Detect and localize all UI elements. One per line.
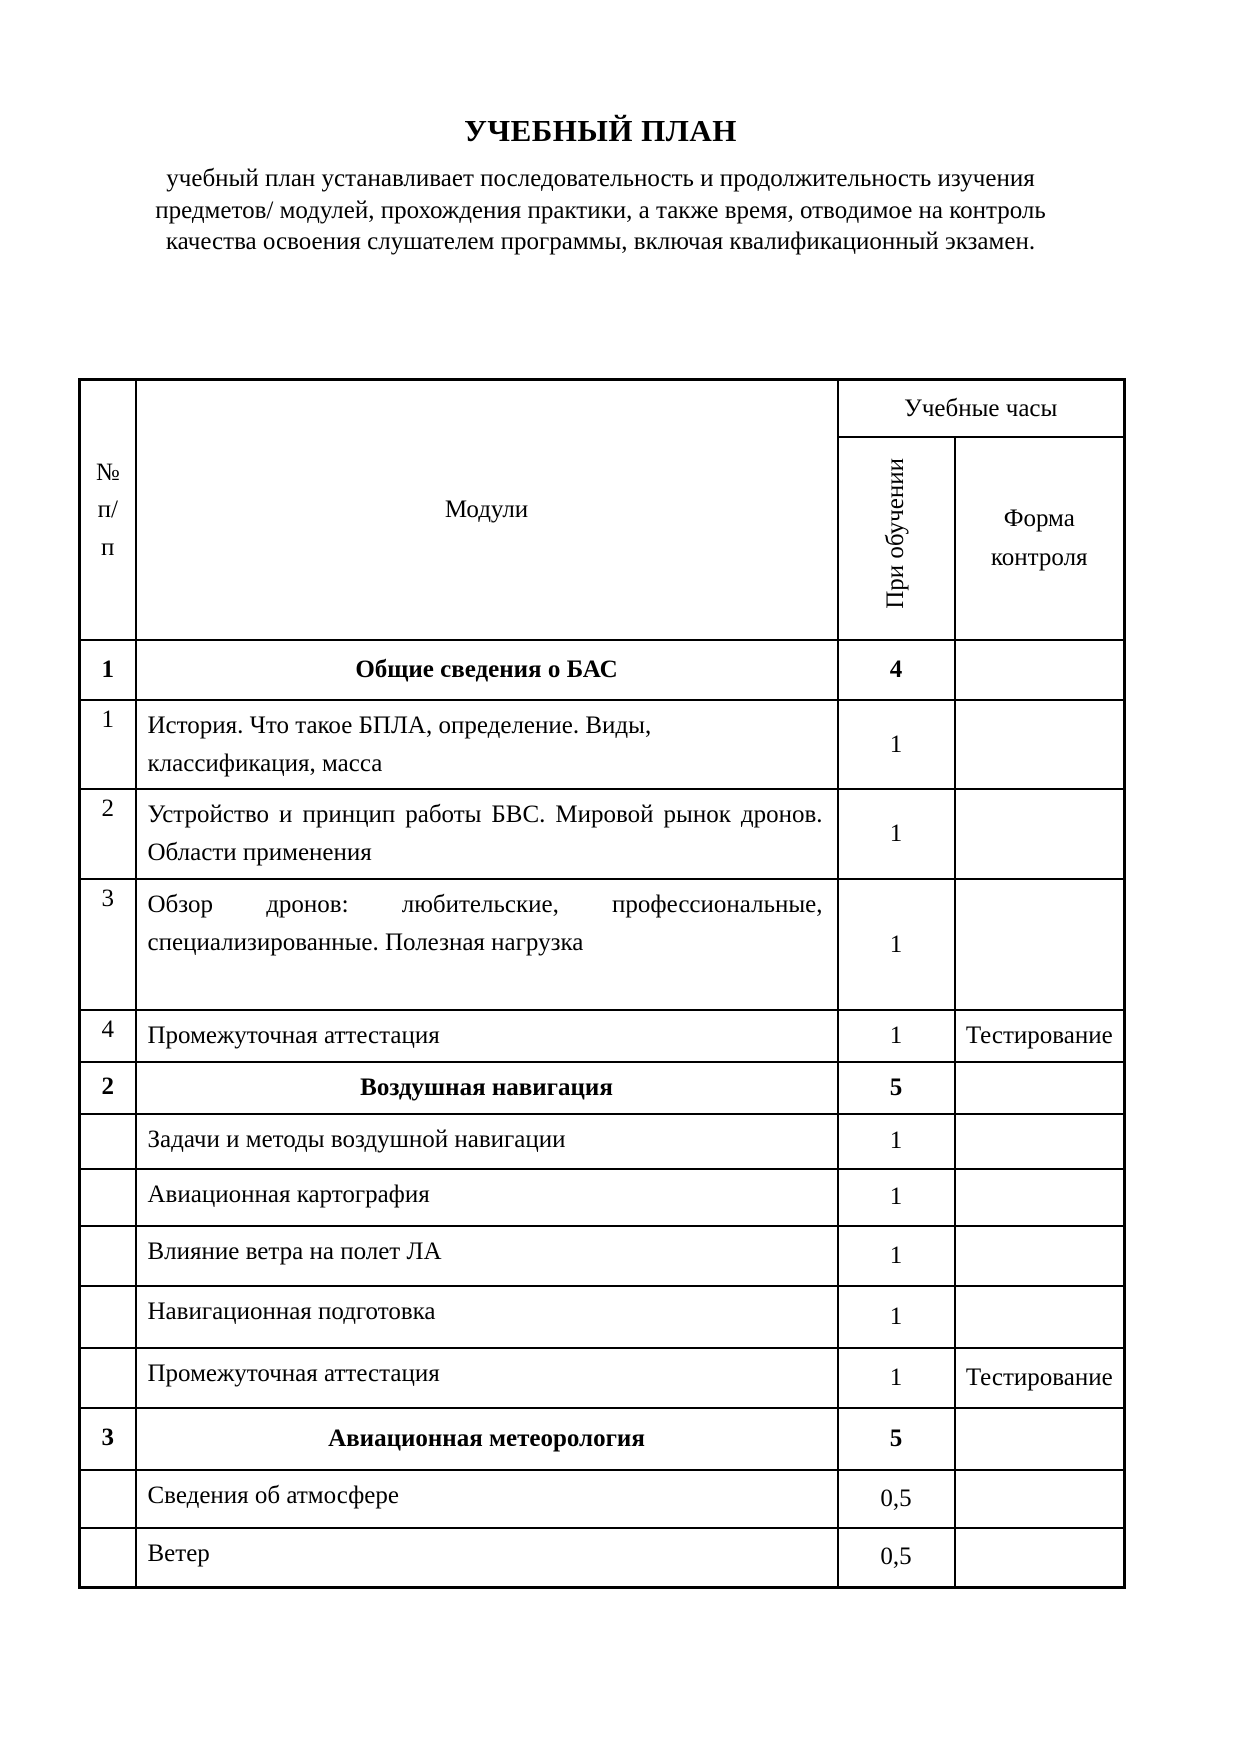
row-control (955, 1114, 1125, 1169)
item-row (80, 1169, 1125, 1226)
row-hours: 1 (838, 1348, 955, 1408)
row-control (955, 1470, 1125, 1528)
row-module: Обзор дронов: любительские, профессиональные, специализированные. Полезная нагрузка (136, 879, 838, 1010)
row-hours: 1 (838, 1226, 955, 1286)
row-module: Авиационная картография (136, 1169, 838, 1226)
row-control: Тестирование (955, 1010, 1125, 1062)
row-module: Воздушная навигация (136, 1062, 838, 1114)
row-hours: 1 (838, 700, 955, 789)
intro-paragraph: учебный план устанавливает последовательность и продолжительность изучения предметов/ модулей, прохождения практики, а также время, отводимое на контроль качества освоения слушателем программы, включая квалификационный экзамен. (155, 165, 1046, 256)
row-hours: 0,5 (838, 1528, 955, 1588)
header-modules: Модули (136, 379, 838, 640)
row-module: Устройство и принцип работы БВС. Мировой рынок дронов. Области применения (136, 789, 838, 879)
row-module: Авиационная метеорология (136, 1408, 838, 1470)
row-hours: 5 (838, 1408, 955, 1470)
row-number (80, 1528, 136, 1588)
row-number: 2 (80, 1062, 136, 1114)
row-module: Промежуточная аттестация (136, 1010, 838, 1062)
row-control (955, 640, 1125, 700)
header-hours-group: Учебные часы (838, 379, 1125, 437)
item-row (80, 1226, 1125, 1286)
item-row (80, 1010, 1125, 1062)
row-hours: 1 (838, 1286, 955, 1348)
row-module: Общие сведения о БАС (136, 640, 838, 700)
row-number (80, 1348, 136, 1408)
row-control (955, 1062, 1125, 1114)
row-number: 3 (80, 1408, 136, 1470)
row-hours: 1 (838, 1114, 955, 1169)
row-control (955, 1286, 1125, 1348)
item-row (80, 879, 1125, 1010)
page-title: УЧЕБНЫЙ ПЛАН (464, 113, 737, 148)
row-hours: 1 (838, 1010, 955, 1062)
row-number (80, 1226, 136, 1286)
header-num (80, 379, 136, 640)
section-row (80, 1408, 1125, 1470)
row-control (955, 1528, 1125, 1588)
row-control: Тестирование (955, 1348, 1125, 1408)
curriculum-table (78, 378, 1126, 1590)
row-number (80, 1470, 136, 1528)
header-hours-sub-label: При обучении (882, 457, 910, 609)
row-control (955, 1169, 1125, 1226)
header-control: Форма контроля (955, 437, 1125, 640)
row-number (80, 1169, 136, 1226)
row-number: 2 (80, 789, 136, 879)
item-row (80, 1114, 1125, 1169)
row-control (955, 789, 1125, 879)
row-control (955, 879, 1125, 1010)
row-hours: 0,5 (838, 1470, 955, 1528)
item-row (80, 700, 1125, 789)
header-num-line2: п/ (97, 496, 118, 524)
row-hours: 4 (838, 640, 955, 700)
row-module: Влияние ветра на полет ЛА (136, 1226, 838, 1286)
row-hours: 5 (838, 1062, 955, 1114)
row-number: 4 (80, 1010, 136, 1062)
section-row (80, 1062, 1125, 1114)
curriculum-table-body (80, 640, 1125, 1588)
row-hours: 1 (838, 879, 955, 1010)
row-module: Задачи и методы воздушной навигации (136, 1114, 838, 1169)
row-number (80, 1286, 136, 1348)
header-hours-sub (838, 437, 955, 640)
row-control (955, 1408, 1125, 1470)
item-row (80, 1348, 1125, 1408)
item-row (80, 1528, 1125, 1588)
row-hours: 1 (838, 789, 955, 879)
row-control (955, 1226, 1125, 1286)
row-module: Сведения об атмосфере (136, 1470, 838, 1528)
row-module: Ветер (136, 1528, 838, 1588)
header-row-top (80, 379, 1125, 437)
row-number: 3 (80, 879, 136, 1010)
row-number (80, 1114, 136, 1169)
section-row (80, 640, 1125, 700)
row-number: 1 (80, 640, 136, 700)
item-row (80, 1286, 1125, 1348)
item-row (80, 1470, 1125, 1528)
row-control (955, 700, 1125, 789)
row-module: История. Что такое БПЛА, определение. Виды, классификация, масса (136, 700, 838, 789)
curriculum-table-header (80, 379, 1125, 640)
header-num-line1: № (95, 458, 120, 486)
item-row (80, 789, 1125, 879)
row-number: 1 (80, 700, 136, 789)
row-module: Навигационная подготовка (136, 1286, 838, 1348)
row-module: Промежуточная аттестация (136, 1348, 838, 1408)
row-hours: 1 (838, 1169, 955, 1226)
header-num-line3: п (101, 533, 115, 561)
